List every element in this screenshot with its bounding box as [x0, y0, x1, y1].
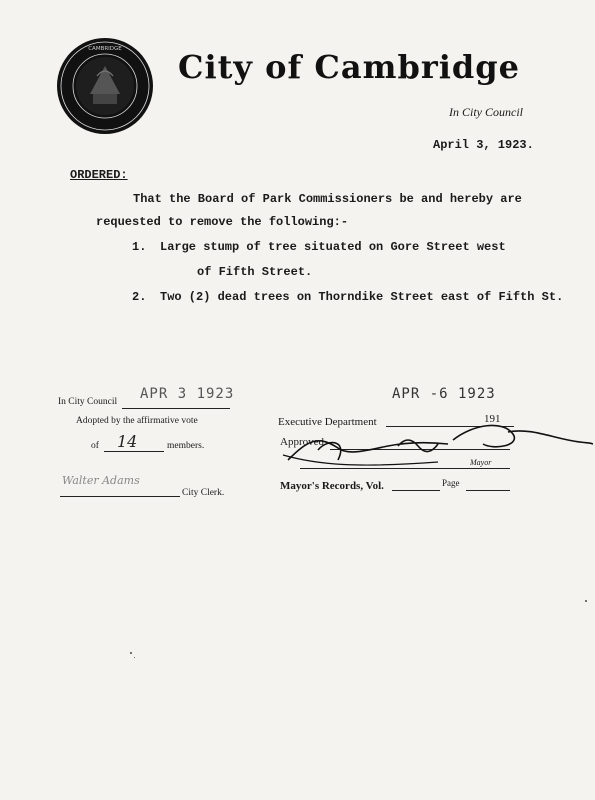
- clerk-signature-line: [60, 496, 180, 497]
- executive-department-label: Executive Department: [278, 416, 377, 428]
- order-line-2: requested to remove the following:-: [96, 215, 349, 229]
- item-2-number: 2.: [132, 290, 147, 304]
- council-date-stamp: APR 3 1923: [140, 386, 235, 402]
- records-volume-line: [392, 490, 440, 491]
- mayor-records-label: Mayor's Records, Vol.: [280, 480, 384, 492]
- city-clerk-label: City Clerk.: [182, 488, 225, 498]
- document-title: City of Cambridge: [178, 48, 520, 86]
- city-seal-icon: [55, 36, 155, 136]
- vote-count: 14: [117, 432, 138, 451]
- clerk-signature: Walter Adams: [62, 474, 140, 487]
- item-1-text: Large stump of tree situated on Gore Street west: [160, 240, 506, 254]
- records-page-line: [466, 490, 510, 491]
- document-date: April 3, 1923.: [433, 138, 534, 152]
- item-1-number: 1.: [132, 240, 147, 254]
- executive-date-stamp: APR -6 1923: [392, 386, 496, 402]
- paper-speck: [130, 652, 132, 654]
- approved-label: Approved: [280, 436, 324, 448]
- paper-speck: [585, 600, 587, 602]
- council-date-line: [122, 408, 230, 409]
- mayor-signature: [278, 410, 593, 470]
- page-label: Page: [442, 478, 460, 488]
- item-2-text: Two (2) dead trees on Thorndike Street east of Fifth St.: [160, 290, 564, 304]
- ordered-heading: ORDERED:: [70, 168, 128, 182]
- vote-count-line: [104, 451, 164, 452]
- mayor-label: Mayor: [470, 458, 492, 467]
- adopted-text: Adopted by the affirmative vote: [76, 416, 198, 426]
- year-prefix: 191: [484, 413, 501, 425]
- svg-text:CAMBRIDGE: CAMBRIDGE: [88, 46, 122, 52]
- council-label: In City Council: [58, 397, 118, 407]
- mayor-line: [300, 468, 510, 469]
- order-line-1: That the Board of Park Commissioners be and hereby are: [133, 192, 522, 206]
- item-1-continuation: of Fifth Street.: [197, 265, 313, 279]
- paper-speck: [134, 657, 135, 658]
- vote-of-label: of: [91, 441, 99, 451]
- council-heading: In City Council: [449, 105, 523, 119]
- members-label: members.: [167, 441, 205, 451]
